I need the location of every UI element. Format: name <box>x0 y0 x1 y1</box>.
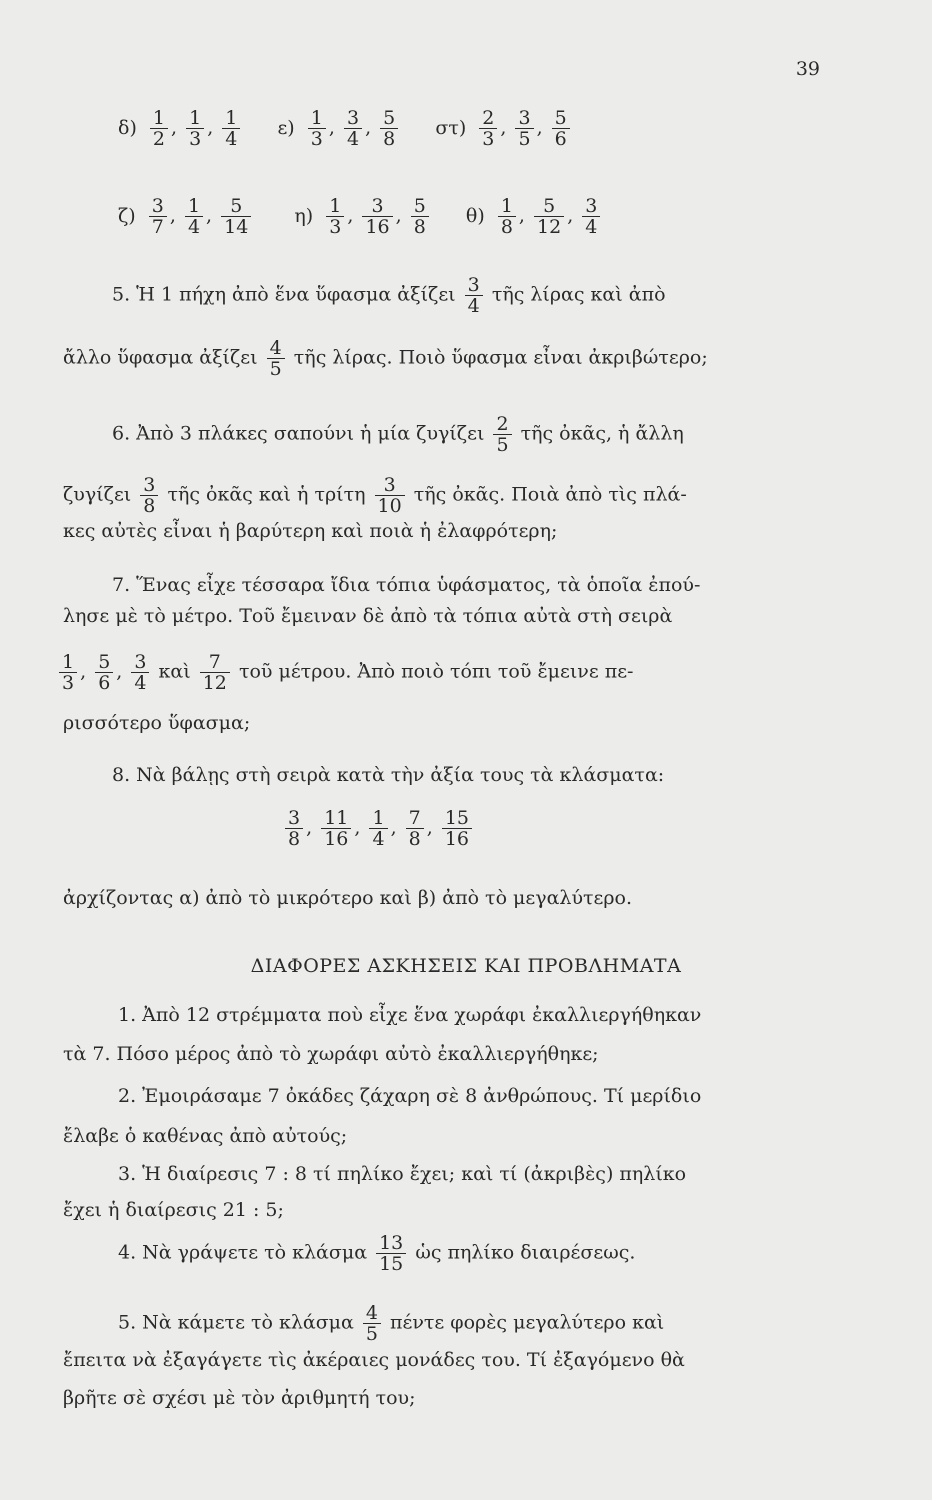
fraction-row-2: ζ) $\frac{3}{7}$ , $\frac{1}{4}$ , $\frac{5}{14}$ η) $\frac{1}{3}$ , $\frac{3}{16}$ , $\frac{5}{8}$ θ) $\frac{1}{8}$ , $\frac{5}{12}$ , $\frac{3}{4}$ <box>118 196 603 237</box>
exercise-7-line-1: 7. Ἕνας εἶχε τέσσαρα ἴδια τόπια ὑφάσματος, τὰ ὁποῖα ἐπού- <box>112 574 701 596</box>
problem-4: 4. Νὰ γράψετε τὸ κλάσμα $\frac{13}{15}$ ὡς πηλίκο διαιρέσεως. <box>118 1232 636 1275</box>
exercise-8-line-2: ἀρχίζοντας α) ἀπὸ τὸ μικρότερο καὶ β) ἀπὸ τὸ μεγαλύτερο. <box>63 887 633 909</box>
fraction: $\frac{5}{8}$ <box>380 108 398 149</box>
fraction: $\frac{3}{4}$ <box>131 652 149 693</box>
exercise-6-line-2: ζυγίζει $\frac{3}{8}$ τῆς ὀκᾶς καὶ ἡ τρίτη $\frac{3}{10}$ τῆς ὀκᾶς. Ποιὰ ἀπὸ τὶς πλά- <box>63 474 687 517</box>
problem-5-line-1: 5. Νὰ κάμετε τὸ κλάσμα $\frac{4}{5}$ πέντε φορὲς μεγαλύτερο καὶ <box>118 1302 665 1345</box>
problem-2-line-1: 2. Ἐμοιράσαμε 7 ὀκάδες ζάχαρη σὲ 8 ἀνθρώπους. Τί μερίδιο <box>118 1085 702 1107</box>
fraction: $\frac{2}{5}$ <box>493 414 511 455</box>
fraction: $\frac{4}{5}$ <box>363 1303 381 1344</box>
label-st: στ) <box>435 116 467 139</box>
fraction: $\frac{15}{16}$ <box>442 808 472 849</box>
fraction: $\frac{1}{3}$ <box>59 652 77 693</box>
fraction: $\frac{5}{6}$ <box>95 652 113 693</box>
problem-2-line-2: ἔλαβε ὁ καθένας ἀπὸ αὐτούς; <box>63 1125 348 1147</box>
fraction-row-1: δ) $\frac{1}{2}$ , $\frac{1}{3}$ , $\frac{1}{4}$ ε) $\frac{1}{3}$ , $\frac{3}{4}$ , $\frac{5}{8}$ στ) $\frac{2}{3}$ , $\frac{3}{5}$ , $\frac{5}{6}$ <box>118 108 573 149</box>
problem-1-line-1: 1. Ἀπὸ 12 στρέμματα ποὺ εἶχε ἕνα χωράφι ἐκαλλιεργήθηκαν <box>118 1004 702 1026</box>
fraction: $\frac{1}{2}$ <box>150 108 168 149</box>
fraction: $\frac{2}{3}$ <box>479 108 497 149</box>
label-z: ζ) <box>118 204 136 227</box>
fraction: $\frac{1}{4}$ <box>185 196 203 237</box>
fraction: $\frac{5}{14}$ <box>221 196 251 237</box>
fraction: $\frac{3}{5}$ <box>515 108 533 149</box>
problem-3-line-1: 3. Ἡ διαίρεσις 7 : 8 τί πηλίκο ἔχει; καὶ τί (ἀκριβὲς) πηλίκο <box>118 1163 687 1185</box>
fraction: $\frac{7}{12}$ <box>200 652 230 693</box>
fraction: $\frac{3}{8}$ <box>140 475 158 516</box>
label-d: δ) <box>118 116 137 139</box>
problem-5-line-3: βρῆτε σὲ σχέσι μὲ τὸν ἀριθμητή του; <box>63 1387 416 1409</box>
fraction: $\frac{1}{4}$ <box>369 808 387 849</box>
exercise-6-line-3: κες αὐτὲς εἶναι ἡ βαρύτερη καὶ ποιὰ ἡ ἐλαφρότερη; <box>63 520 558 542</box>
fraction: $\frac{3}{10}$ <box>375 475 405 516</box>
exercise-5-line-2: ἄλλο ὕφασμα ἀξίζει $\frac{4}{5}$ τῆς λίρας. Ποιὸ ὕφασμα εἶναι ἀκριβώτερο; <box>63 337 708 380</box>
exercise-7-line-4: ρισσότερο ὕφασμα; <box>63 712 251 734</box>
fraction: $\frac{1}{3}$ <box>326 196 344 237</box>
fraction: $\frac{11}{16}$ <box>321 808 351 849</box>
problem-3-line-2: ἔχει ἡ διαίρεσις 21 : 5; <box>63 1199 284 1221</box>
fraction: $\frac{13}{15}$ <box>376 1233 406 1274</box>
fraction: $\frac{1}{8}$ <box>498 196 516 237</box>
label-h: η) <box>294 204 314 227</box>
problem-1-line-2: τὰ 7. Πόσο μέρος ἀπὸ τὸ χωράφι αὐτὸ ἐκαλλιεργήθηκε; <box>63 1043 599 1065</box>
problem-5-line-2: ἔπειτα νὰ ἐξαγάγετε τὶς ἀκέραιες μονάδες του. Τί ἐξαγόμενο θὰ <box>63 1349 685 1371</box>
fraction: $\frac{3}{7}$ <box>149 196 167 237</box>
label-th: θ) <box>465 204 485 227</box>
exercise-8-fractions: $\frac{3}{8}$ , $\frac{11}{16}$ , $\frac{1}{4}$ , $\frac{7}{8}$ , $\frac{15}{16}$ <box>282 808 475 849</box>
exercise-7-line-2: λησε μὲ τὸ μέτρο. Τοῦ ἔμειναν δὲ ἀπὸ τὰ τόπια αὐτὰ στὴ σειρὰ <box>63 605 673 627</box>
section-heading: ΔΙΑΦΟΡΕΣ ΑΣΚΗΣΕΙΣ ΚΑΙ ΠΡΟΒΛΗΜΑΤΑ <box>250 955 682 977</box>
fraction: $\frac{3}{4}$ <box>465 275 483 316</box>
fraction: $\frac{3}{8}$ <box>285 808 303 849</box>
exercise-5-line-1: 5. Ἡ 1 πήχη ἀπὸ ἕνα ὕφασμα ἀξίζει $\frac{3}{4}$ τῆς λίρας καὶ ἀπὸ <box>112 274 666 317</box>
fraction: $\frac{5}{8}$ <box>411 196 429 237</box>
page-number: 39 <box>795 58 820 80</box>
exercise-7-line-3: $\frac{1}{3}$ , $\frac{5}{6}$ , $\frac{3}{4}$ καὶ $\frac{7}{12}$ τοῦ μέτρου. Ἀπὸ ποιὸ τόπι τοῦ ἔμεινε πε- <box>56 652 633 693</box>
fraction: $\frac{3}{4}$ <box>344 108 362 149</box>
fraction: $\frac{1}{3}$ <box>308 108 326 149</box>
fraction: $\frac{1}{4}$ <box>222 108 240 149</box>
fraction: $\frac{3}{16}$ <box>362 196 392 237</box>
exercise-8-line-1: 8. Νὰ βάλῃς στὴ σειρὰ κατὰ τὴν ἀξία τους τὰ κλάσματα: <box>112 764 665 786</box>
fraction: $\frac{3}{4}$ <box>582 196 600 237</box>
fraction: $\frac{5}{12}$ <box>534 196 564 237</box>
fraction: $\frac{4}{5}$ <box>267 338 285 379</box>
fraction: $\frac{5}{6}$ <box>552 108 570 149</box>
fraction: $\frac{7}{8}$ <box>406 808 424 849</box>
exercise-6-line-1: 6. Ἀπὸ 3 πλάκες σαπούνι ἡ μία ζυγίζει $\frac{2}{5}$ τῆς ὀκᾶς, ἡ ἄλλη <box>112 413 684 456</box>
fraction: $\frac{1}{3}$ <box>186 108 204 149</box>
label-e: ε) <box>277 116 295 139</box>
